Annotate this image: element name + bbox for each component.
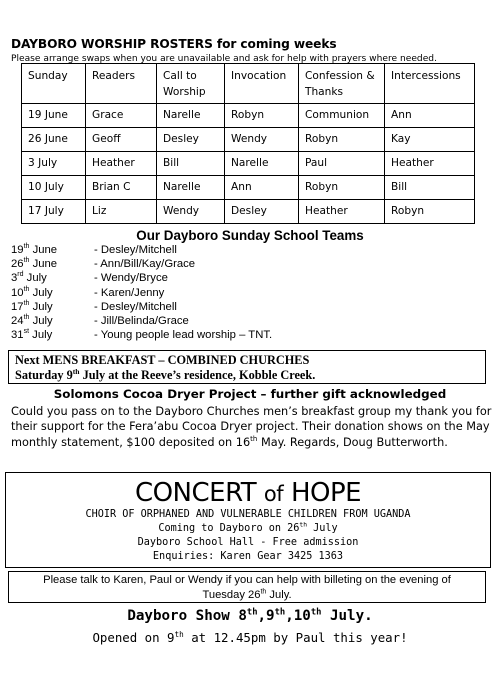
- table-row: [22, 176, 475, 200]
- sst-date: 3rd July: [11, 271, 47, 285]
- table-cell: Heather: [86, 152, 157, 176]
- show-title: Dayboro Show 8th,9th,10th July.: [127, 607, 373, 624]
- concert-date-line: Coming to Dayboro on 26th July: [158, 521, 338, 534]
- concert-venue-line: Dayboro School Hall - Free admission: [137, 537, 359, 548]
- table-cell: 3 July: [22, 152, 86, 176]
- concert-title: CONCERT of HOPE: [134, 478, 362, 508]
- table-cell: Ann: [385, 104, 475, 128]
- roster-header-cell: Confession & Thanks: [299, 64, 385, 104]
- sunday-school-title: Our Dayboro Sunday School Teams: [136, 228, 364, 243]
- table-cell: Narelle: [157, 176, 225, 200]
- sst-date: 17th July: [11, 299, 53, 313]
- table-row: [22, 128, 475, 152]
- table-row: [22, 200, 475, 224]
- cocoa-title: Solomons Cocoa Dryer Project – further gift acknowledged: [53, 387, 447, 401]
- table-cell: Wendy: [157, 200, 225, 224]
- billeting-line-1: Please talk to Karen, Paul or Wendy if you can help with billeting on the evening of: [43, 574, 451, 586]
- sst-date: 24th July: [11, 314, 53, 327]
- sst-team: - Young people lead worship – TNT.: [94, 329, 273, 342]
- table-row: [22, 104, 475, 128]
- table-cell: Robyn: [299, 176, 385, 200]
- billeting-box: [8, 571, 486, 603]
- table-cell: Desley: [225, 200, 299, 224]
- table-cell: Wendy: [225, 128, 299, 152]
- mens-breakfast-details: Saturday 9th July at the Reeve’s residence, Kobble Creek.: [15, 366, 316, 382]
- cocoa-body: Could you pass on to the Dayboro Churches men’s breakfast group my thank you for their support for the Fera’abu Cocoa Dryer project. Their donation shows on the May monthly statement, $100 deposited on 16th May. Regards, Doug Butterworth.: [11, 405, 492, 449]
- table-cell: Paul: [299, 152, 385, 176]
- table-row: [22, 152, 475, 176]
- concert-choir-line: CHOIR OF ORPHANED AND VULNERABLE CHILDREN FROM UGANDA: [85, 509, 411, 520]
- roster-header-cell: Call to Worship: [157, 64, 225, 104]
- concert-box: [5, 472, 491, 568]
- sst-team: - Jill/Belinda/Grace: [94, 314, 189, 327]
- roster-header-cell: Readers: [86, 64, 157, 104]
- table-cell: 26 June: [22, 128, 86, 152]
- sst-date: 26th June: [11, 257, 58, 271]
- roster-header-cell: Intercessions: [385, 64, 475, 104]
- table-cell: 17 July: [22, 200, 86, 224]
- sst-team: - Wendy/Bryce: [94, 272, 168, 285]
- table-cell: Bill: [157, 152, 225, 176]
- roster-table: [21, 63, 475, 224]
- table-cell: Heather: [385, 152, 475, 176]
- table-cell: Ann: [225, 176, 299, 200]
- table-cell: Brian C: [86, 176, 157, 200]
- table-cell: 10 July: [22, 176, 86, 200]
- table-cell: Kay: [385, 128, 475, 152]
- sst-date: 31st July: [11, 328, 53, 342]
- table-cell: Heather: [299, 200, 385, 224]
- sst-team: - Desley/Mitchell: [94, 300, 177, 313]
- billeting-line-2: Tuesday 26th July.: [202, 587, 292, 601]
- sst-team: - Karen/Jenny: [94, 286, 165, 299]
- sst-team: - Ann/Bill/Kay/Grace: [94, 258, 196, 271]
- sst-date: 19th June: [11, 243, 58, 256]
- table-cell: Narelle: [225, 152, 299, 176]
- show-subtitle: Opened on 9th at 12.45pm by Paul this year!: [92, 629, 408, 645]
- table-cell: Grace: [86, 104, 157, 128]
- table-cell: Bill: [385, 176, 475, 200]
- table-cell: Communion: [299, 104, 385, 128]
- roster-header-cell: Invocation: [225, 64, 299, 104]
- roster-title: DAYBORO WORSHIP ROSTERS for coming weeks: [11, 37, 337, 51]
- roster-header-row: [22, 64, 475, 104]
- sst-team: - Desley/Mitchell: [94, 244, 177, 256]
- table-cell: 19 June: [22, 104, 86, 128]
- mens-breakfast-box: [8, 350, 486, 384]
- table-cell: Liz: [86, 200, 157, 224]
- table-cell: Narelle: [157, 104, 225, 128]
- table-cell: Robyn: [225, 104, 299, 128]
- table-cell: Robyn: [385, 200, 475, 224]
- roster-subtitle: Please arrange swaps when you are unavailable and ask for help with prayers where needed.: [11, 54, 437, 64]
- table-cell: Robyn: [299, 128, 385, 152]
- table-cell: Desley: [157, 128, 225, 152]
- sst-date: 10th July: [11, 285, 53, 299]
- roster-header-cell: Sunday: [22, 64, 86, 104]
- concert-enquiries-line: Enquiries: Karen Gear 3425 1363: [152, 551, 344, 562]
- mens-breakfast-heading: Next MENS BREAKFAST – COMBINED CHURCHES: [15, 353, 310, 367]
- table-cell: Geoff: [86, 128, 157, 152]
